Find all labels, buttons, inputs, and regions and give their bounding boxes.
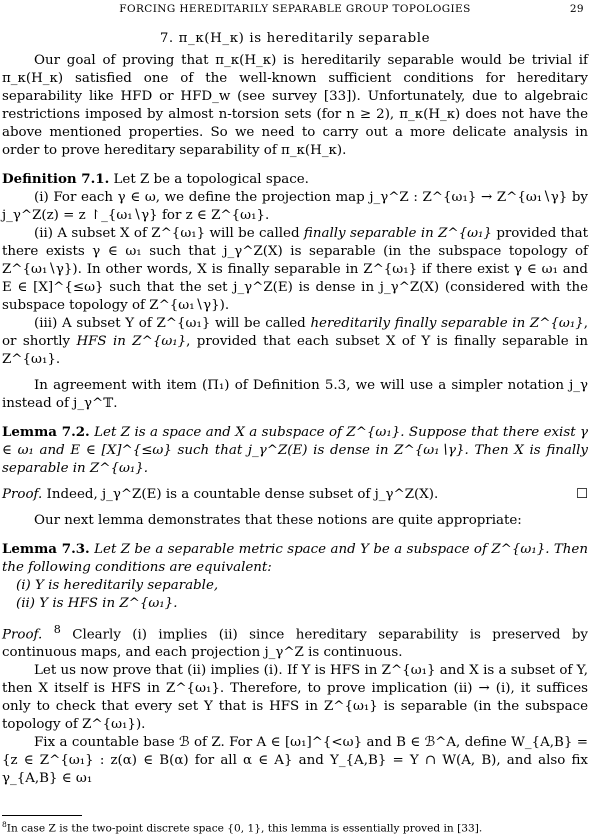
agreement-paragraph: In agreement with item (Π₁) of Definition 5.3, we will use a simpler notation j_γ instead of j_γ^𝕋. (2, 378, 588, 411)
def-iii-term-short: HFS in Z^{ω₁} (76, 334, 187, 349)
proof-paragraph-3: Fix a countable base ℬ of Z. For A ∈ [ω₁]^{<ω} and B ∈ ℬ^A, define W_{A,B} = {z ∈ Z^{ω₁} : z(α) ∈ B(α) for all α ∈ A} and Y_{A,B} = Y ∩ W(A, B), and also fix γ_{A,B} ∈ ω₁ (2, 735, 588, 787)
running-header (0, 0, 590, 14)
body-text (2, 52, 588, 788)
footnote-text: In case Z is the two-point discrete space {0, 1}, this lemma is essentially proved in [33]. (6, 822, 483, 835)
qed-box-icon: ☐ (575, 487, 588, 502)
def-ii-text-a: (ii) A subset X of Z^{ω₁} will be called (34, 226, 300, 241)
lemma-statement: Let Z be a separable metric space and Y be a subspace of Z^{ω₁}. Then the following conditions are equivalent: (2, 542, 588, 575)
page-number: 29 (569, 3, 584, 15)
def-ii-term: finally separable in Z^{ω₁} (303, 226, 492, 241)
proof-7-2 (2, 486, 588, 504)
proof-7-3 (2, 621, 588, 662)
def-iii-text-a: (iii) A subset Y of Z^{ω₁} will be called (34, 316, 306, 331)
definition-7-1 (2, 170, 588, 189)
proof-text: Clearly (i) implies (ii) since hereditary separability is preserved by continuous maps, and each projection j_γ^Z is continuous. (2, 627, 588, 661)
lemma-label: Lemma 7.2. (2, 424, 90, 440)
lemma-7-2 (2, 423, 588, 478)
footnote-rule (2, 815, 82, 816)
proof-label: Proof. (2, 487, 43, 502)
definition-label: Definition 7.1. (2, 171, 110, 187)
def-iii-text-c: , provided that each subset X of Y is finally separable in Z^{ω₁}. (2, 334, 588, 367)
definition-item-iii (2, 315, 588, 369)
footnote (2, 818, 588, 836)
next-lemma-paragraph: Our next lemma demonstrates that these notions are quite appropriate: (34, 513, 522, 528)
running-title: FORCING HEREDITARILY SEPARABLE GROUP TOPOLOGIES (119, 3, 471, 15)
definition-item-i: (i) For each γ ∈ ω, we define the projection map j_γ^Z : Z^{ω₁} → Z^{ω₁∖γ} by j_γ^Z(z) = z ↾_{ω₁∖γ} for z ∈ Z^{ω₁}. (2, 190, 588, 223)
section-title: 7. π_κ(H_κ) is hereditarily separable (159, 31, 431, 46)
lemma-condition-ii: (ii) Y is HFS in Z^{ω₁}. (16, 596, 178, 611)
lemma-label: Lemma 7.3. (2, 541, 90, 557)
proof-text: Indeed, j_γ^Z(E) is a countable dense subset of j_γ^Z(X). (46, 487, 439, 502)
lemma-statement: Let Z is a space and X a subspace of Z^{ω₁}. Suppose that there exist γ ∈ ω₁ and E ∈ [X]^{≤ω} such that j_γ^Z(E) is dense in Z^{ω₁∖γ}. Then X is finally separable in Z^{ω₁}. (2, 425, 588, 476)
intro-paragraph: Our goal of proving that π_κ(H_κ) is hereditarily separable would be trivial if π_κ(H_κ) satisfied one of the well-known sufficient conditions for hereditary separability like HFD or HFD_w (see survey [33]). Unfortunately, due to algebraic restrictions imposed by almost n-torsion sets (for n ≥ 2), π_κ(H_κ) does not have the above mentioned properties. So we need to carry out a more delicate analysis in order to prove hereditary separability of π_κ(H_κ). (2, 53, 588, 158)
definition-item-ii (2, 225, 588, 315)
proof-label: Proof. (2, 627, 43, 643)
definition-intro: Let Z be a topological space. (113, 172, 309, 187)
lemma-7-3 (2, 540, 588, 577)
footnote-mark: 8 (53, 623, 61, 636)
footnote-number: 8 (2, 820, 7, 829)
lemma-condition-i: (i) Y is hereditarily separable, (16, 578, 219, 593)
def-iii-text-b: , or shortly (2, 316, 589, 349)
def-iii-term: hereditarily finally separable in Z^{ω₁} (310, 316, 584, 331)
proof-paragraph-2: Let us now prove that (ii) implies (i). If Y is HFS in Z^{ω₁} and X is a subset of Y, then X itself is HFS in Z^{ω₁}. Therefore, to prove implication (ii) → (i), it suffices only to check that every set Y that is HFS in Z^{ω₁} is separable (in the subspace topology of Z^{ω₁}). (2, 663, 588, 733)
def-ii-text-b: provided that there exists γ ∈ ω₁ such that j_γ^Z(X) is separable (in the subspace topology of Z^{ω₁∖γ}). In other words, X is finally separable in Z^{ω₁} if there exist γ ∈ ω₁ and E ∈ [X]^{≤ω} such that the set j_γ^Z(E) is dense in j_γ^Z(X) (considered with the subspace topology of Z^{ω₁∖γ}). (2, 226, 588, 313)
